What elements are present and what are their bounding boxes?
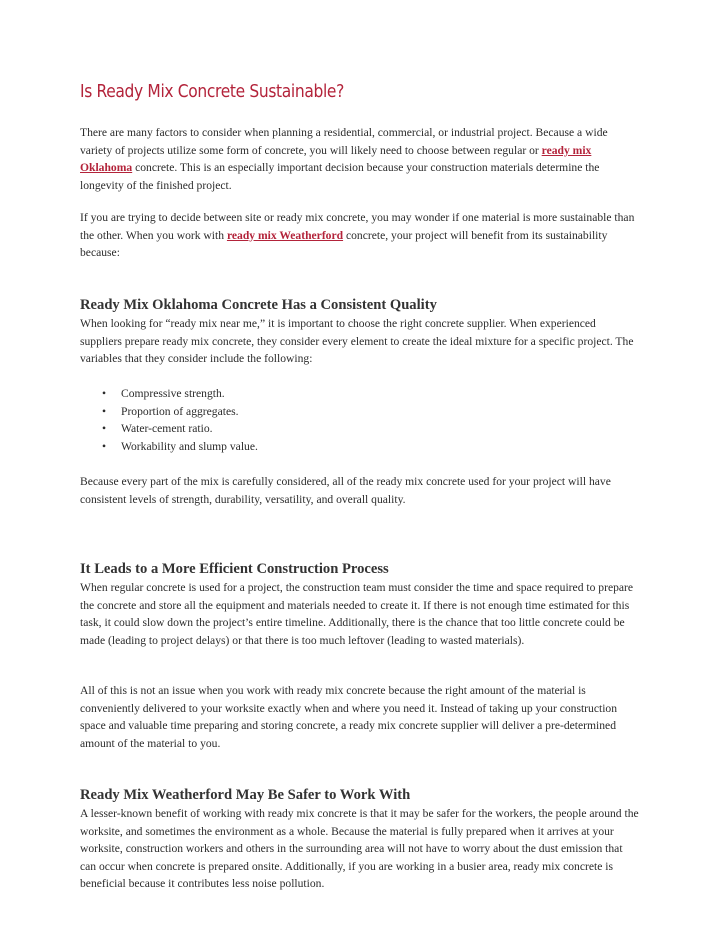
section1-paragraph-2: Because every part of the mix is carefully considered, all of the ready mix concrete used for your project will have consistent levels of strength, durability, versatility, and overall quality. bbox=[80, 475, 611, 506]
variables-list bbox=[80, 385, 258, 455]
list-item-label: Proportion of aggregates. bbox=[121, 404, 239, 418]
section-heading-efficient-process: It Leads to a More Efficient Construction Process bbox=[80, 561, 389, 577]
list-item bbox=[80, 438, 258, 456]
list-item-label: Workability and slump value. bbox=[121, 439, 258, 453]
section3-paragraph-1: A lesser-known benefit of working with ready mix concrete is that it may be safer for the workers, the people around the worksite, and sometimes the environment as a whole. Because the material is fully prepared when it arrives at your worksite, construction workers and others in the surrounding area will not have to worry about the dust emission that can occur when concrete is prepared onsite. Additionally, if you are working in a busier area, ready mix concrete is beneficial because it contributes less noise pollution. bbox=[80, 807, 639, 891]
list-item-label: Water-cement ratio. bbox=[121, 422, 213, 436]
section1-paragraph-1: When looking for “ready mix near me,” it is important to choose the right concrete supplier. When experienced suppliers prepare ready mix concrete, they consider every element to create the ideal mixture for a specific project. The variables that they consider include the following: bbox=[80, 317, 634, 366]
section-heading-consistent-quality: Ready Mix Oklahoma Concrete Has a Consistent Quality bbox=[80, 297, 437, 313]
ready-mix-oklahoma-link[interactable]: ready mix Oklahoma bbox=[80, 143, 592, 175]
bullet-icon: • bbox=[102, 404, 107, 418]
intro-text: If you are trying to decide between site or ready mix concrete, you may wonder if one material is more sustainable than the other. When you work with bbox=[80, 211, 635, 242]
intro-text: There are many factors to consider when planning a residential, commercial, or industrial project. Because a wide variety of projects utilize some form of concrete, you will likely need to choose between regular or bbox=[80, 126, 608, 157]
ready-mix-weatherford-link[interactable]: ready mix Weatherford bbox=[226, 228, 344, 242]
list-item bbox=[80, 420, 258, 438]
section2-paragraph-1: When regular concrete is used for a project, the construction team must consider the time and space required to prepare the concrete and store all the equipment and materials needed to create it. If there is not enough time estimated for this task, it could slow down the project’s entire timeline. Additionally, there is the chance that too little concrete could be made (leading to project delays) or that there is too much leftover (leading to wasted materials). bbox=[80, 581, 634, 647]
page-title: Is Ready Mix Concrete Sustainable? bbox=[80, 81, 344, 102]
list-item bbox=[80, 403, 258, 421]
intro-text: concrete, your project will benefit from its sustainability because: bbox=[80, 228, 608, 260]
section-heading-safer: Ready Mix Weatherford May Be Safer to Work With bbox=[80, 787, 411, 803]
section2-paragraph-2: All of this is not an issue when you work with ready mix concrete because the right amount of the material is conveniently delivered to your worksite exactly when and where you need it. Instead of taking up your construction space and valuable time preparing and storing concrete, a ready mix concrete supplier will deliver a pre-determined amount of the material to you. bbox=[80, 684, 618, 750]
intro-paragraph-2 bbox=[80, 209, 640, 262]
list-item bbox=[80, 385, 258, 403]
bullet-icon: • bbox=[102, 387, 107, 400]
list-item-label: Compressive strength. bbox=[121, 387, 225, 400]
bullet-icon: • bbox=[102, 439, 107, 453]
intro-text: concrete. This is an especially important decision because your construction materials determine the longevity of the finished project. bbox=[80, 161, 600, 192]
intro-paragraph-1 bbox=[80, 124, 640, 194]
bullet-icon: • bbox=[102, 422, 107, 436]
